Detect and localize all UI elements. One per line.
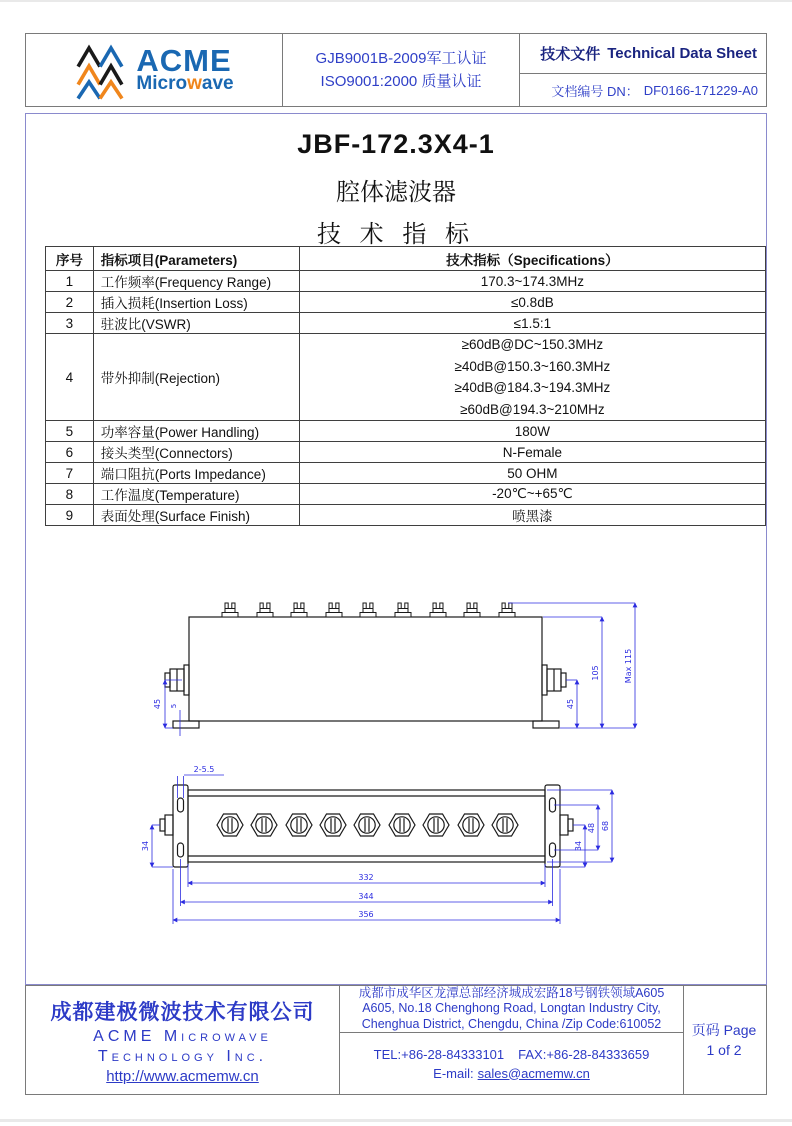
spec-row-rejection (46, 334, 766, 421)
spec-row-no: 8 (46, 484, 94, 505)
spec-row-no: 2 (46, 292, 94, 313)
dim-label-34-left: 34 (141, 840, 150, 852)
dim-label-34-right: 34 (574, 840, 583, 852)
doc-type (520, 34, 766, 74)
top-view-dim-labels (141, 765, 610, 919)
spec-row-no: 1 (46, 271, 94, 292)
model-title: JBF-172.3X4-1 (297, 129, 495, 159)
rejection-line: ≥40dB@150.3~160.3MHz (454, 358, 611, 374)
address-cn: 成都市成华区龙潭总部经济城成宏路18号钢铁领域A605 (358, 985, 665, 1000)
top-view-drawing (140, 758, 620, 938)
certifications-cell (282, 34, 519, 106)
spec-row (46, 292, 766, 313)
contact-cell (339, 986, 683, 1094)
email-line (433, 1064, 590, 1083)
spec-row-no: 9 (46, 505, 94, 526)
hex-nuts (217, 814, 518, 836)
spec-row-value: -20℃~+65℃ (299, 484, 765, 505)
spec-row-no: 7 (46, 463, 94, 484)
rejection-line: ≥40dB@184.3~194.3MHz (454, 380, 611, 395)
logo-text (136, 43, 234, 94)
page-number-cell (683, 986, 764, 1094)
company-cell (26, 986, 339, 1094)
page-bottom-edge (0, 1119, 792, 1122)
rejection-line: ≥60dB@194.3~210MHz (460, 401, 605, 417)
spec-row (46, 271, 766, 292)
spec-row-value: ≤0.8dB (299, 292, 765, 313)
spec-row-param: 驻波比(VSWR) (93, 313, 299, 334)
email-link[interactable]: sales@acmemw.cn (477, 1065, 590, 1081)
address-en-2: Chenghua District, Chengdu, China /Zip Code:610052 (361, 1016, 662, 1031)
side-view-drawing (140, 588, 660, 750)
spec-row-value (299, 334, 765, 421)
acme-logo-mark-icon (74, 40, 128, 100)
dim-label-105: 105 (591, 665, 600, 681)
spec-row-param: 工作温度(Temperature) (93, 484, 299, 505)
spec-row-value: 180W (299, 421, 765, 442)
company-name-en-1: ACME Microwave (93, 1027, 272, 1045)
dim-label-48: 48 (587, 822, 596, 834)
spec-row-value: 50 OHM (299, 463, 765, 484)
address-block (340, 986, 683, 1033)
doc-number-label: 文档编号 DN： (551, 83, 639, 99)
doc-number: DF0166-171229-A0 (643, 82, 758, 98)
dim-label-356: 356 (358, 910, 374, 919)
spec-row-param: 带外抑制(Rejection) (93, 334, 299, 421)
filter-body-side (165, 617, 566, 728)
dim-label-45-right: 45 (566, 698, 575, 710)
spec-row-param: 表面处理(Surface Finish) (93, 505, 299, 526)
rejection-line: ≥60dB@DC~150.3MHz (461, 337, 604, 352)
dim-label-332: 332 (358, 873, 374, 882)
logo-sub-part: ave (201, 73, 234, 94)
spec-row-param: 端口阻抗(Ports Impedance) (93, 463, 299, 484)
footer-table (25, 985, 767, 1095)
email-label: E-mail: (433, 1065, 474, 1081)
section-title: 技 术 指 标 (316, 221, 475, 248)
spec-row-value: 喷黑漆 (299, 505, 765, 526)
logo-subtitle (136, 75, 233, 93)
spec-row-param: 插入损耗(Insertion Loss) (93, 292, 299, 313)
spec-row-param: 功率容量(Power Handling) (93, 421, 299, 442)
spec-row (46, 463, 766, 484)
product-title: 腔体滤波器 (336, 179, 456, 206)
page-value: 1 of 2 (706, 1042, 742, 1058)
tuning-screws (222, 603, 515, 617)
page-top-edge (0, 0, 792, 2)
col-header-no: 序号 (46, 247, 94, 271)
logo (26, 34, 282, 106)
logo-sub-part-orange: w (187, 73, 202, 94)
spec-row (46, 442, 766, 463)
company-name-cn: 成都建极微波技术有限公司 (50, 1000, 315, 1024)
header-table (25, 33, 767, 107)
cert-line-2: ISO9001:2000 质量认证 (320, 73, 482, 90)
cert-line-1: GJB9001B-2009军工认证 (315, 50, 487, 67)
spec-row (46, 313, 766, 334)
website-link[interactable]: http://www.acmemw.cn (106, 1067, 259, 1085)
certifications (283, 34, 519, 106)
doc-type-en: Technical Data Sheet (607, 45, 757, 62)
logo-cell (26, 34, 282, 106)
spec-row (46, 484, 766, 505)
phone-email-block (340, 1033, 683, 1094)
side-view-dimensions (165, 603, 635, 736)
spec-table (45, 246, 766, 526)
spec-row-value: 170.3~174.3MHz (299, 271, 765, 292)
address-en-1: A605, No.18 Chenghong Road, Longtan Industry City, (362, 1001, 661, 1016)
dim-label-45-left: 45 (153, 698, 162, 710)
spec-row-param: 工作频率(Frequency Range) (93, 271, 299, 292)
company-name-en-2: Technology Inc. (97, 1047, 268, 1065)
dim-label-max-115: Max 115 (624, 648, 633, 684)
dim-label-68: 68 (601, 820, 610, 832)
fax: FAX:+86-28-84333659 (518, 1046, 650, 1062)
doc-info-cell (519, 34, 766, 106)
doc-type-cn: 技术文件 (540, 46, 601, 63)
doc-number-row (520, 74, 766, 106)
spec-row-no: 4 (46, 334, 94, 421)
spec-header-row (46, 247, 766, 271)
dim-label-5: 5 (170, 703, 178, 709)
spec-row-param: 接头类型(Connectors) (93, 442, 299, 463)
dim-label-slot: 2-5.5 (193, 765, 215, 774)
spec-row-value: N-Female (299, 442, 765, 463)
spec-row-no: 3 (46, 313, 94, 334)
top-view-dimensions (152, 775, 612, 924)
spec-row (46, 421, 766, 442)
dim-label-344: 344 (358, 892, 374, 901)
tel-fax-line (367, 1045, 657, 1064)
col-header-param: 指标项目(Parameters) (93, 247, 299, 271)
spec-row (46, 505, 766, 526)
page-label: 页码 Page (691, 1022, 757, 1038)
spec-row-value: ≤1.5:1 (299, 313, 765, 334)
tel: TEL:+86-28-84333101 (373, 1046, 505, 1062)
logo-brand: ACME (136, 43, 232, 78)
logo-sub-part: Micro (136, 73, 188, 94)
spec-row-no: 6 (46, 442, 94, 463)
spec-row-no: 5 (46, 421, 94, 442)
col-header-spec: 技术指标（Specifications） (299, 247, 765, 271)
